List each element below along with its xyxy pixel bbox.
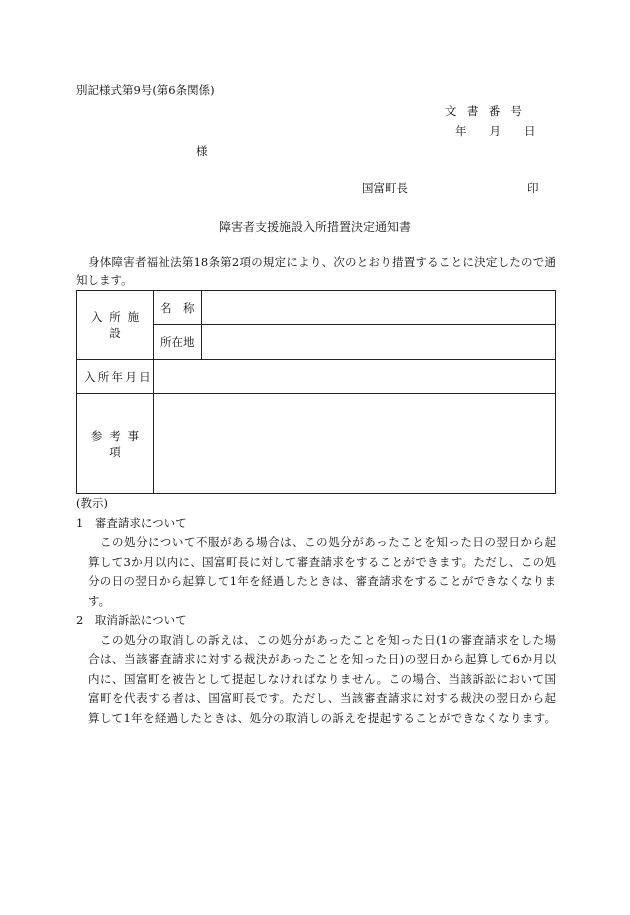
form-label: 別記様式第9号(第6条関係): [76, 83, 215, 97]
notes-item-2-line: この処分の取消しの訴えは、この処分があったことを知った日(1の審査請求をした場: [100, 632, 556, 647]
notes-item-2-line: 富町を代表する者は、国富町長です。ただし、当該審査請求に対する裁決の翌日から起: [88, 691, 556, 705]
notes-heading: (教示): [76, 496, 108, 510]
notes-item-2-line: 算して1年を経過したときは、処分の取消しの訴えを提起することができなくなります。: [88, 710, 556, 725]
notes-item-2-line: 合は、当該審査請求に対する裁決があったことを知った日)の翌日から起算して6か月以: [88, 652, 556, 666]
notes-item-2-title: 2 取消訴訟について: [76, 613, 187, 627]
date-label: 年 月 日: [455, 124, 536, 138]
document-title: 障害者支援施設入所措置決定通知書: [219, 220, 412, 234]
notes-item-1-line: 分の日の翌日から起算して1年を経過したときは、審査請求をすることができなくなりま: [88, 574, 556, 588]
intro-line-2: 知します。: [76, 273, 133, 287]
addressee-suffix: 様: [196, 144, 208, 158]
notes-item-2-line: 内に、国富町を被告として提起しなければなりません。この場合、当該訴訟において国: [88, 671, 556, 686]
intro-line-1: 身体障害者福祉法第18条第2項の規定により、次のとおり措置することに決定したので通: [88, 255, 556, 269]
details-table: [76, 290, 556, 494]
facility-address-field[interactable]: [202, 325, 556, 360]
notes-section: [76, 494, 556, 728]
facility-name-field[interactable]: [202, 291, 556, 325]
seal-mark: 印: [527, 181, 539, 195]
issuer-name: 国富町長: [362, 181, 408, 195]
facility-name-label: 名 称: [154, 291, 202, 325]
notes-item-1-line: す。: [88, 593, 111, 608]
notes-item-1-line: 算して3か月以内に、国富町長に対して審査請求をすることができます。ただし、この処: [88, 554, 556, 569]
remarks-label: 参考事項: [77, 394, 154, 494]
admission-date-field[interactable]: [154, 360, 556, 394]
remarks-field[interactable]: [154, 394, 556, 494]
notes-item-1-line: この処分について不服がある場合は、この処分があったことを知った日の翌日から起: [100, 535, 556, 549]
document-number-label: 文書番号: [445, 104, 533, 118]
notes-item-1-title: 1 審査請求について: [76, 515, 187, 530]
admission-date-label: 入所年月日: [77, 360, 154, 394]
facility-address-label: 所在地: [154, 325, 202, 360]
facility-label: 入所施設: [77, 291, 154, 360]
